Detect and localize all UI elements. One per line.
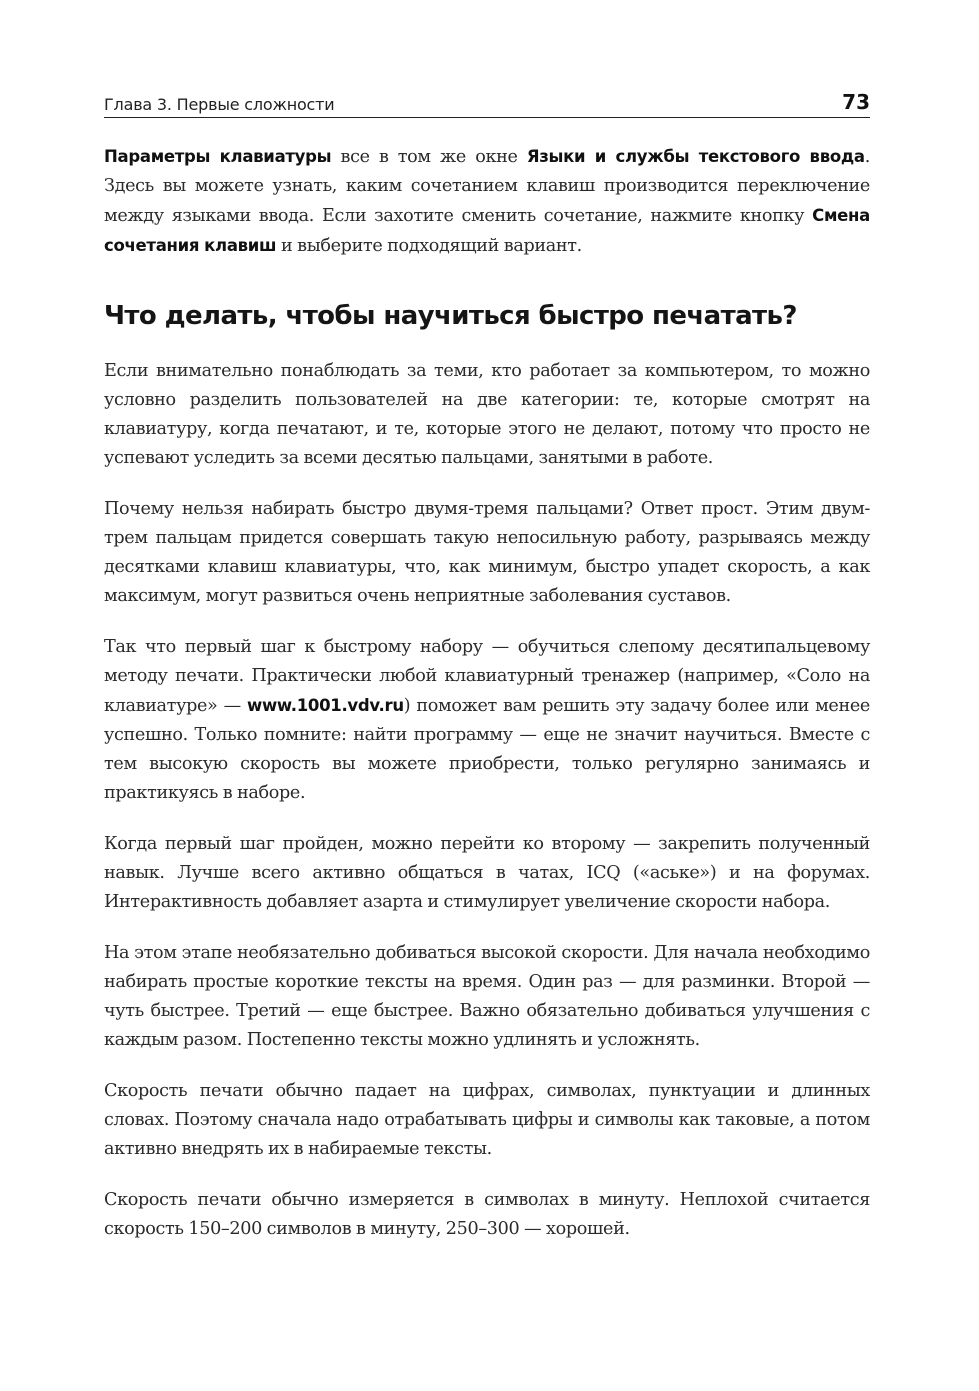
paragraph-1: Если внимательно понаблюдать за теми, кто работает за компьютером, то можно условно разделить пользователей на две категории: те, которые смотрят на клавиатуру, когда печатают, и те, которые этого не делают, потому что просто не успевают уследить за всеми десятью пальцами, занятыми в работе. bbox=[104, 361, 870, 468]
intro-text-1: все в том же окне bbox=[331, 147, 527, 167]
paragraph-7: Скорость печати обычно измеряется в символах в минуту. Неплохой считается скорость 150–200 символов в минуту, 250–300 — хорошей. bbox=[104, 1190, 870, 1239]
running-header bbox=[104, 84, 870, 118]
page-number: 73 bbox=[842, 90, 870, 114]
paragraph-2: Почему нельзя набирать быстро двумя-тремя пальцами? Ответ прост. Этим двум-трем пальцам придется совершать такую непосильную работу, разрываясь между десятками клавиш клавиатуры, что, как минимум, быстро упадет скорость, а как максимум, могут развиться очень неприятные заболевания суставов. bbox=[104, 499, 870, 606]
book-page bbox=[104, 84, 870, 1266]
chapter-title: Глава 3. Первые сложности bbox=[104, 95, 335, 114]
paragraph-4: Когда первый шаг пройден, можно перейти ко второму — закрепить полученный навык. Лучше всего активно общаться в чатах, ICQ («аське») и на форумах. Интерактивность добавляет азарта и стимулирует увеличение скорости набора. bbox=[104, 834, 870, 912]
keyword-change-key-sequence: Смена сочетания клавиш bbox=[104, 206, 870, 255]
paragraph-6: Скорость печати обычно падает на цифрах, символах, пунктуации и длинных словах. Поэтому сначала надо отрабатывать цифры и символы как таковые, а потом активно внедрять их в набираемые тексты. bbox=[104, 1081, 870, 1159]
website-link: www.1001.vdv.ru bbox=[247, 696, 404, 715]
keyword-languages-services: Языки и службы текстового ввода bbox=[526, 147, 865, 166]
intro-text-2: . Здесь вы можете узнать, каким сочетанием клавиш производится переключение между языками ввода. Если захотите сменить сочетание, нажмите кнопку bbox=[104, 147, 870, 226]
paragraph-5: На этом этапе необязательно добиваться высокой скорости. Для начала необходимо набирать простые короткие тексты на время. Один раз — для разминки. Второй — чуть быстрее. Третий — еще быстрее. Важно обязательно добиваться улучшения с каждым разом. Постепенно тексты можно удлинять и усложнять. bbox=[104, 943, 870, 1050]
keyword-keyboard-params: Параметры клавиатуры bbox=[104, 147, 332, 166]
body-text bbox=[104, 142, 870, 1244]
intro-text-3: и выберите подходящий вариант. bbox=[276, 236, 582, 256]
intro-paragraph bbox=[104, 142, 870, 261]
paragraph-3-text-a: Так что первый шаг к быстрому набору — обучиться слепому десятипальцевому методу печати. Практически любой клавиатурный тренажер (например, «Соло на клавиатуре» — bbox=[104, 637, 870, 716]
paragraph-3 bbox=[104, 633, 870, 808]
section-heading: Что делать, чтобы научиться быстро печатать? bbox=[104, 301, 797, 331]
paragraph-3-text-b: ) поможет вам решить эту задачу более или менее успешно. Только помните: найти программу — еще не значит научиться. Вместе с тем высокую скорость вы можете приобрести, только регулярно занимаясь и практикуясь в наборе. bbox=[104, 696, 870, 803]
